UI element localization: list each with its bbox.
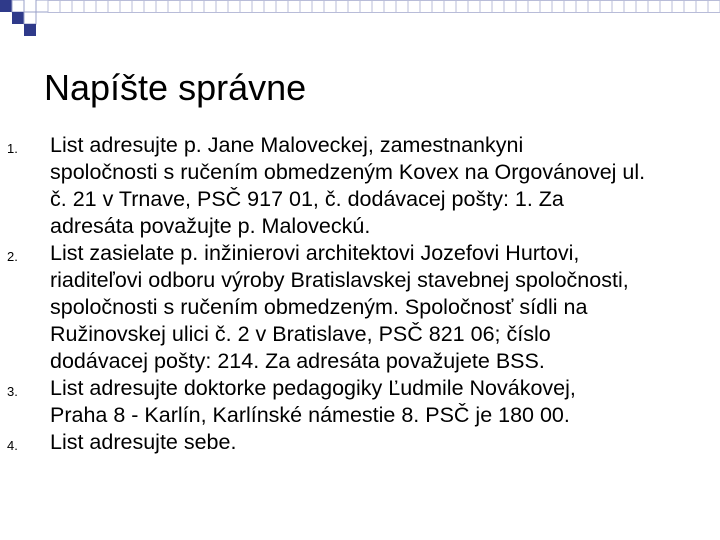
slide-decoration bbox=[0, 0, 720, 40]
list-item-text: List adresujte p. Jane Maloveckej, zamestnankyni spoločnosti s ručením obmedzeným Kovex na Orgovánovej ul. č. 21 v Trnave, PSČ 917 01, č. dodávacej pošty: 1. Za adresáta považujte p. Maloveckú. bbox=[50, 133, 646, 238]
list-item-text: List adresujte doktorke pedagogiky Ľudmile Novákovej, Praha 8 - Karlín, Karlínské námestie 8. PSČ je 180 00. bbox=[50, 376, 576, 427]
list-item bbox=[0, 132, 720, 240]
list-item bbox=[0, 375, 720, 429]
list-item-number: 1. bbox=[7, 141, 18, 156]
list-item-text: List adresujte sebe. bbox=[50, 430, 237, 454]
deco-square-outline bbox=[36, 0, 48, 12]
list-item-number: 4. bbox=[7, 438, 18, 453]
deco-square-outline bbox=[24, 12, 36, 24]
list-item bbox=[0, 429, 720, 456]
numbered-list bbox=[0, 132, 720, 456]
deco-square-dark bbox=[12, 12, 24, 24]
list-item-text: List zasielate p. inžinierovi architektovi Jozefovi Hurtovi, riaditeľovi odboru výroby Bratislavskej stavebnej spoločnosti, spoločnosti s ručením obmedzeným. Spoločnosť sídli na Ružinovskej ulici č. 2 v Bratislave, PSČ 821 06; číslo dodávacej pošty: 214. Za adresáta považujete BSS. bbox=[50, 241, 629, 373]
list-item-number: 3. bbox=[7, 384, 18, 399]
deco-grid-strip bbox=[48, 1, 720, 13]
deco-square-dark bbox=[24, 24, 36, 36]
deco-square-outline bbox=[12, 0, 24, 12]
slide-title: Napíšte správne bbox=[44, 67, 307, 108]
deco-square-dark bbox=[0, 0, 12, 12]
list-item-number: 2. bbox=[7, 249, 18, 264]
list-item bbox=[0, 240, 720, 375]
